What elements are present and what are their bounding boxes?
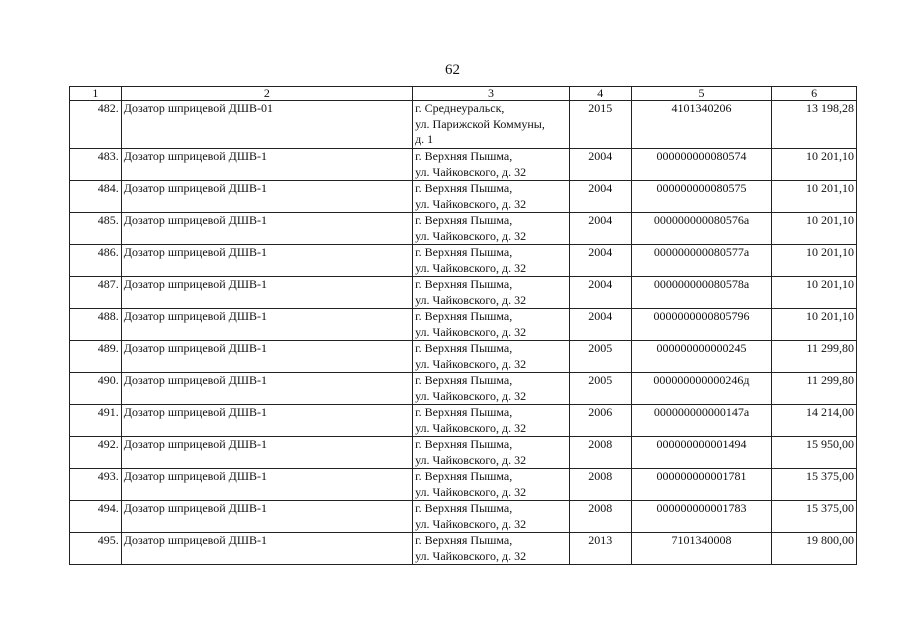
address-line: г. Верхняя Пышма, [415, 405, 513, 419]
table-row [70, 213, 857, 245]
table-row [70, 469, 857, 501]
item-year: 2008 [569, 501, 631, 533]
table-row [70, 533, 857, 565]
item-cost: 11 299,80 [772, 373, 857, 405]
item-name: Дозатор шприцевой ДШВ-1 [121, 245, 412, 277]
item-cost: 10 201,10 [772, 149, 857, 181]
item-year: 2006 [569, 405, 631, 437]
inventory-number: 000000000001783 [631, 501, 772, 533]
item-address [413, 149, 570, 181]
inventory-number: 000000000080574 [631, 149, 772, 181]
item-cost: 10 201,10 [772, 181, 857, 213]
item-year: 2008 [569, 469, 631, 501]
row-number: 495. [70, 533, 122, 565]
inventory-number: 0000000000805796 [631, 309, 772, 341]
inventory-number: 000000000080575 [631, 181, 772, 213]
row-number: 486. [70, 245, 122, 277]
item-address [413, 501, 570, 533]
address-line: г. Верхняя Пышма, [415, 501, 513, 515]
column-header-6: 6 [772, 87, 857, 101]
address-line: г. Верхняя Пышма, [415, 469, 513, 483]
row-number: 493. [70, 469, 122, 501]
row-number: 488. [70, 309, 122, 341]
item-name: Дозатор шприцевой ДШВ-1 [121, 149, 412, 181]
address-line: ул. Чайковского, д. 32 [415, 196, 527, 211]
address-line: ул. Чайковского, д. 32 [415, 548, 527, 563]
row-number: 487. [70, 277, 122, 309]
address-line: г. Верхняя Пышма, [415, 373, 513, 387]
address-line: ул. Парижской Коммуны, [415, 116, 545, 131]
item-cost: 15 950,00 [772, 437, 857, 469]
address-line: г. Верхняя Пышма, [415, 309, 513, 323]
item-address [413, 533, 570, 565]
row-number: 491. [70, 405, 122, 437]
row-number: 489. [70, 341, 122, 373]
table-row [70, 101, 857, 149]
table-row [70, 245, 857, 277]
table-row [70, 341, 857, 373]
item-cost: 15 375,00 [772, 469, 857, 501]
column-header-1: 1 [70, 87, 122, 101]
item-cost: 15 375,00 [772, 501, 857, 533]
address-line: г. Верхняя Пышма, [415, 277, 513, 291]
inventory-number: 000000000000245 [631, 341, 772, 373]
item-name: Дозатор шприцевой ДШВ-1 [121, 181, 412, 213]
address-line: ул. Чайковского, д. 32 [415, 388, 527, 403]
column-number-row [70, 87, 857, 101]
row-number: 490. [70, 373, 122, 405]
address-line: ул. Чайковского, д. 32 [415, 484, 527, 499]
property-table [69, 86, 857, 565]
row-number: 484. [70, 181, 122, 213]
item-name: Дозатор шприцевой ДШВ-1 [121, 469, 412, 501]
item-year: 2004 [569, 245, 631, 277]
table-row [70, 437, 857, 469]
column-header-5: 5 [631, 87, 772, 101]
column-header-3: 3 [413, 87, 570, 101]
item-name: Дозатор шприцевой ДШВ-1 [121, 341, 412, 373]
address-line: ул. Чайковского, д. 32 [415, 164, 527, 179]
address-line: г. Среднеуральск, [415, 101, 505, 115]
table-row [70, 149, 857, 181]
item-address [413, 373, 570, 405]
inventory-number: 000000000080578а [631, 277, 772, 309]
item-year: 2005 [569, 373, 631, 405]
item-address [413, 405, 570, 437]
address-line: д. 1 [415, 132, 434, 146]
address-line: ул. Чайковского, д. 32 [415, 292, 527, 307]
item-name: Дозатор шприцевой ДШВ-1 [121, 277, 412, 309]
item-cost: 11 299,80 [772, 341, 857, 373]
item-cost: 10 201,10 [772, 309, 857, 341]
item-name: Дозатор шприцевой ДШВ-1 [121, 437, 412, 469]
item-cost: 13 198,28 [772, 101, 857, 149]
address-line: г. Верхняя Пышма, [415, 149, 513, 163]
table-row [70, 181, 857, 213]
address-line: г. Верхняя Пышма, [415, 533, 513, 547]
item-cost: 19 800,00 [772, 533, 857, 565]
item-name: Дозатор шприцевой ДШВ-1 [121, 213, 412, 245]
address-line: г. Верхняя Пышма, [415, 181, 513, 195]
row-number: 483. [70, 149, 122, 181]
item-name: Дозатор шприцевой ДШВ-1 [121, 309, 412, 341]
item-year: 2004 [569, 181, 631, 213]
item-address [413, 469, 570, 501]
item-address [413, 341, 570, 373]
address-line: ул. Чайковского, д. 32 [415, 324, 527, 339]
table-row [70, 277, 857, 309]
address-line: ул. Чайковского, д. 32 [415, 228, 527, 243]
item-year: 2013 [569, 533, 631, 565]
row-number: 494. [70, 501, 122, 533]
item-year: 2015 [569, 101, 631, 149]
row-number: 492. [70, 437, 122, 469]
item-address [413, 101, 570, 149]
table-row [70, 373, 857, 405]
item-year: 2004 [569, 149, 631, 181]
item-address [413, 213, 570, 245]
item-cost: 10 201,10 [772, 277, 857, 309]
table-row [70, 405, 857, 437]
address-line: ул. Чайковского, д. 32 [415, 420, 527, 435]
inventory-number: 000000000001781 [631, 469, 772, 501]
inventory-number: 000000000080577а [631, 245, 772, 277]
item-address [413, 245, 570, 277]
item-year: 2004 [569, 213, 631, 245]
page-number: 62 [445, 62, 460, 78]
row-number: 482. [70, 101, 122, 149]
inventory-number: 000000000080576а [631, 213, 772, 245]
item-cost: 10 201,10 [772, 245, 857, 277]
row-number: 485. [70, 213, 122, 245]
item-year: 2008 [569, 437, 631, 469]
inventory-number: 4101340206 [631, 101, 772, 149]
inventory-number: 7101340008 [631, 533, 772, 565]
item-name: Дозатор шприцевой ДШВ-1 [121, 501, 412, 533]
item-year: 2004 [569, 277, 631, 309]
item-name: Дозатор шприцевой ДШВ-1 [121, 533, 412, 565]
item-address [413, 181, 570, 213]
item-year: 2005 [569, 341, 631, 373]
address-line: г. Верхняя Пышма, [415, 245, 513, 259]
address-line: г. Верхняя Пышма, [415, 213, 513, 227]
item-name: Дозатор шприцевой ДШВ-1 [121, 405, 412, 437]
item-address [413, 437, 570, 469]
item-year: 2004 [569, 309, 631, 341]
inventory-number: 000000000000246д [631, 373, 772, 405]
item-cost: 10 201,10 [772, 213, 857, 245]
inventory-number: 000000000001494 [631, 437, 772, 469]
table-row [70, 309, 857, 341]
inventory-number: 000000000000147а [631, 405, 772, 437]
item-cost: 14 214,00 [772, 405, 857, 437]
column-header-2: 2 [121, 87, 412, 101]
address-line: ул. Чайковского, д. 32 [415, 516, 527, 531]
item-name: Дозатор шприцевой ДШВ-01 [121, 101, 412, 149]
column-header-4: 4 [569, 87, 631, 101]
address-line: ул. Чайковского, д. 32 [415, 260, 527, 275]
item-name: Дозатор шприцевой ДШВ-1 [121, 373, 412, 405]
item-address [413, 277, 570, 309]
table-body [70, 101, 857, 565]
address-line: ул. Чайковского, д. 32 [415, 356, 527, 371]
table-row [70, 501, 857, 533]
address-line: ул. Чайковского, д. 32 [415, 452, 527, 467]
item-address [413, 309, 570, 341]
address-line: г. Верхняя Пышма, [415, 341, 513, 355]
address-line: г. Верхняя Пышма, [415, 437, 513, 451]
